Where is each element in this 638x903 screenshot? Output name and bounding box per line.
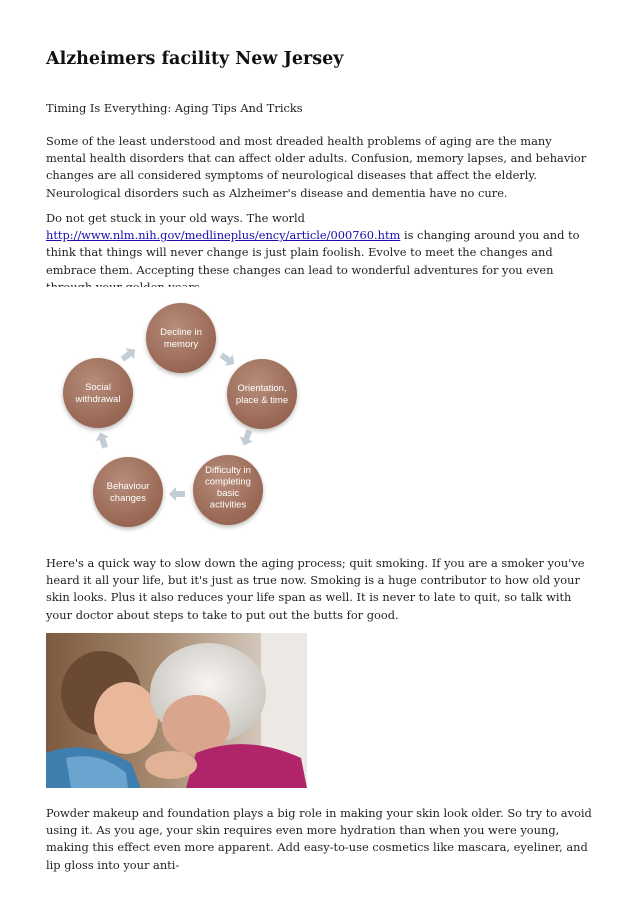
paragraph-makeup: Powder makeup and foundation plays a big role in making your skin look older. So try to avoid using it. As you age, your skin requires even more hydration than when you were young, making this effect even more apparent. Add easy-to-use cosmetics like mascara, eyeliner, and lip gloss into your anti- — [46, 806, 592, 872]
page-title: Alzheimers facility New Jersey — [46, 49, 344, 69]
arrow-icon — [94, 430, 112, 450]
paragraph-intro: Some of the least understood and most dreaded health problems of aging are the many mental health disorders that can affect older adults. Confusion, memory lapses, and behavior changes are all considered symptoms of neurological diseases that affect the elderly. Neurological disorders such as Alzheimer's disease and dementia have no cure. — [46, 134, 587, 200]
cycle-node-decline-memory — [146, 303, 216, 373]
paragraph-world-before: Do not get stuck in your old ways. The world — [46, 211, 305, 225]
svg-text:Decline inmemory: Decline in memory — [160, 327, 202, 350]
paragraph-smoking: Here's a quick way to slow down the aging process; quit smoking. If you are a smoker you've heard it all your life, but it's just as true now. Smoking is a huge contributor to how old your skin looks. Plus it also reduces your life span as well. It is never to late to quit, so talk with your doctor about steps to take to put out the butts for good. — [46, 556, 585, 622]
svg-text:Difficulty incompletingbasicac: Difficulty in completing basic activities — [205, 465, 251, 511]
cycle-node-orientation — [227, 359, 297, 429]
paragraph-world — [46, 210, 594, 296]
svg-text:Behaviourchanges: Behaviour changes — [106, 481, 150, 504]
paragraph-world-after: is changing around you and to think that things will never change is just plain foolish. Evolve to meet the changes and embrace them. Accepting these changes can lead to wonderful adventures for you even — [46, 228, 580, 277]
nlm-article-link[interactable]: http://www.nlm.nih.gov/medlineplus/ency/article/000760.htm — [46, 228, 401, 243]
svg-text:Orientation,place & time: Orientation, place & time — [235, 383, 289, 406]
svg-text:Socialwithdrawal: Social withdrawal — [75, 382, 121, 405]
cycle-node-behaviour — [93, 457, 163, 527]
cycle-node-social — [63, 358, 133, 428]
arrow-icon — [118, 344, 139, 365]
arrow-icon — [169, 487, 185, 501]
caregiver-elderly-photo — [46, 633, 307, 788]
cycle-svg — [46, 287, 318, 543]
cycle-node-difficulty — [193, 455, 263, 525]
photo-svg — [46, 633, 307, 788]
section-heading: Timing Is Everything: Aging Tips And Tricks — [46, 101, 303, 115]
symptom-cycle-diagram — [46, 287, 318, 543]
arrow-icon — [217, 349, 238, 370]
arrow-icon — [237, 428, 256, 448]
